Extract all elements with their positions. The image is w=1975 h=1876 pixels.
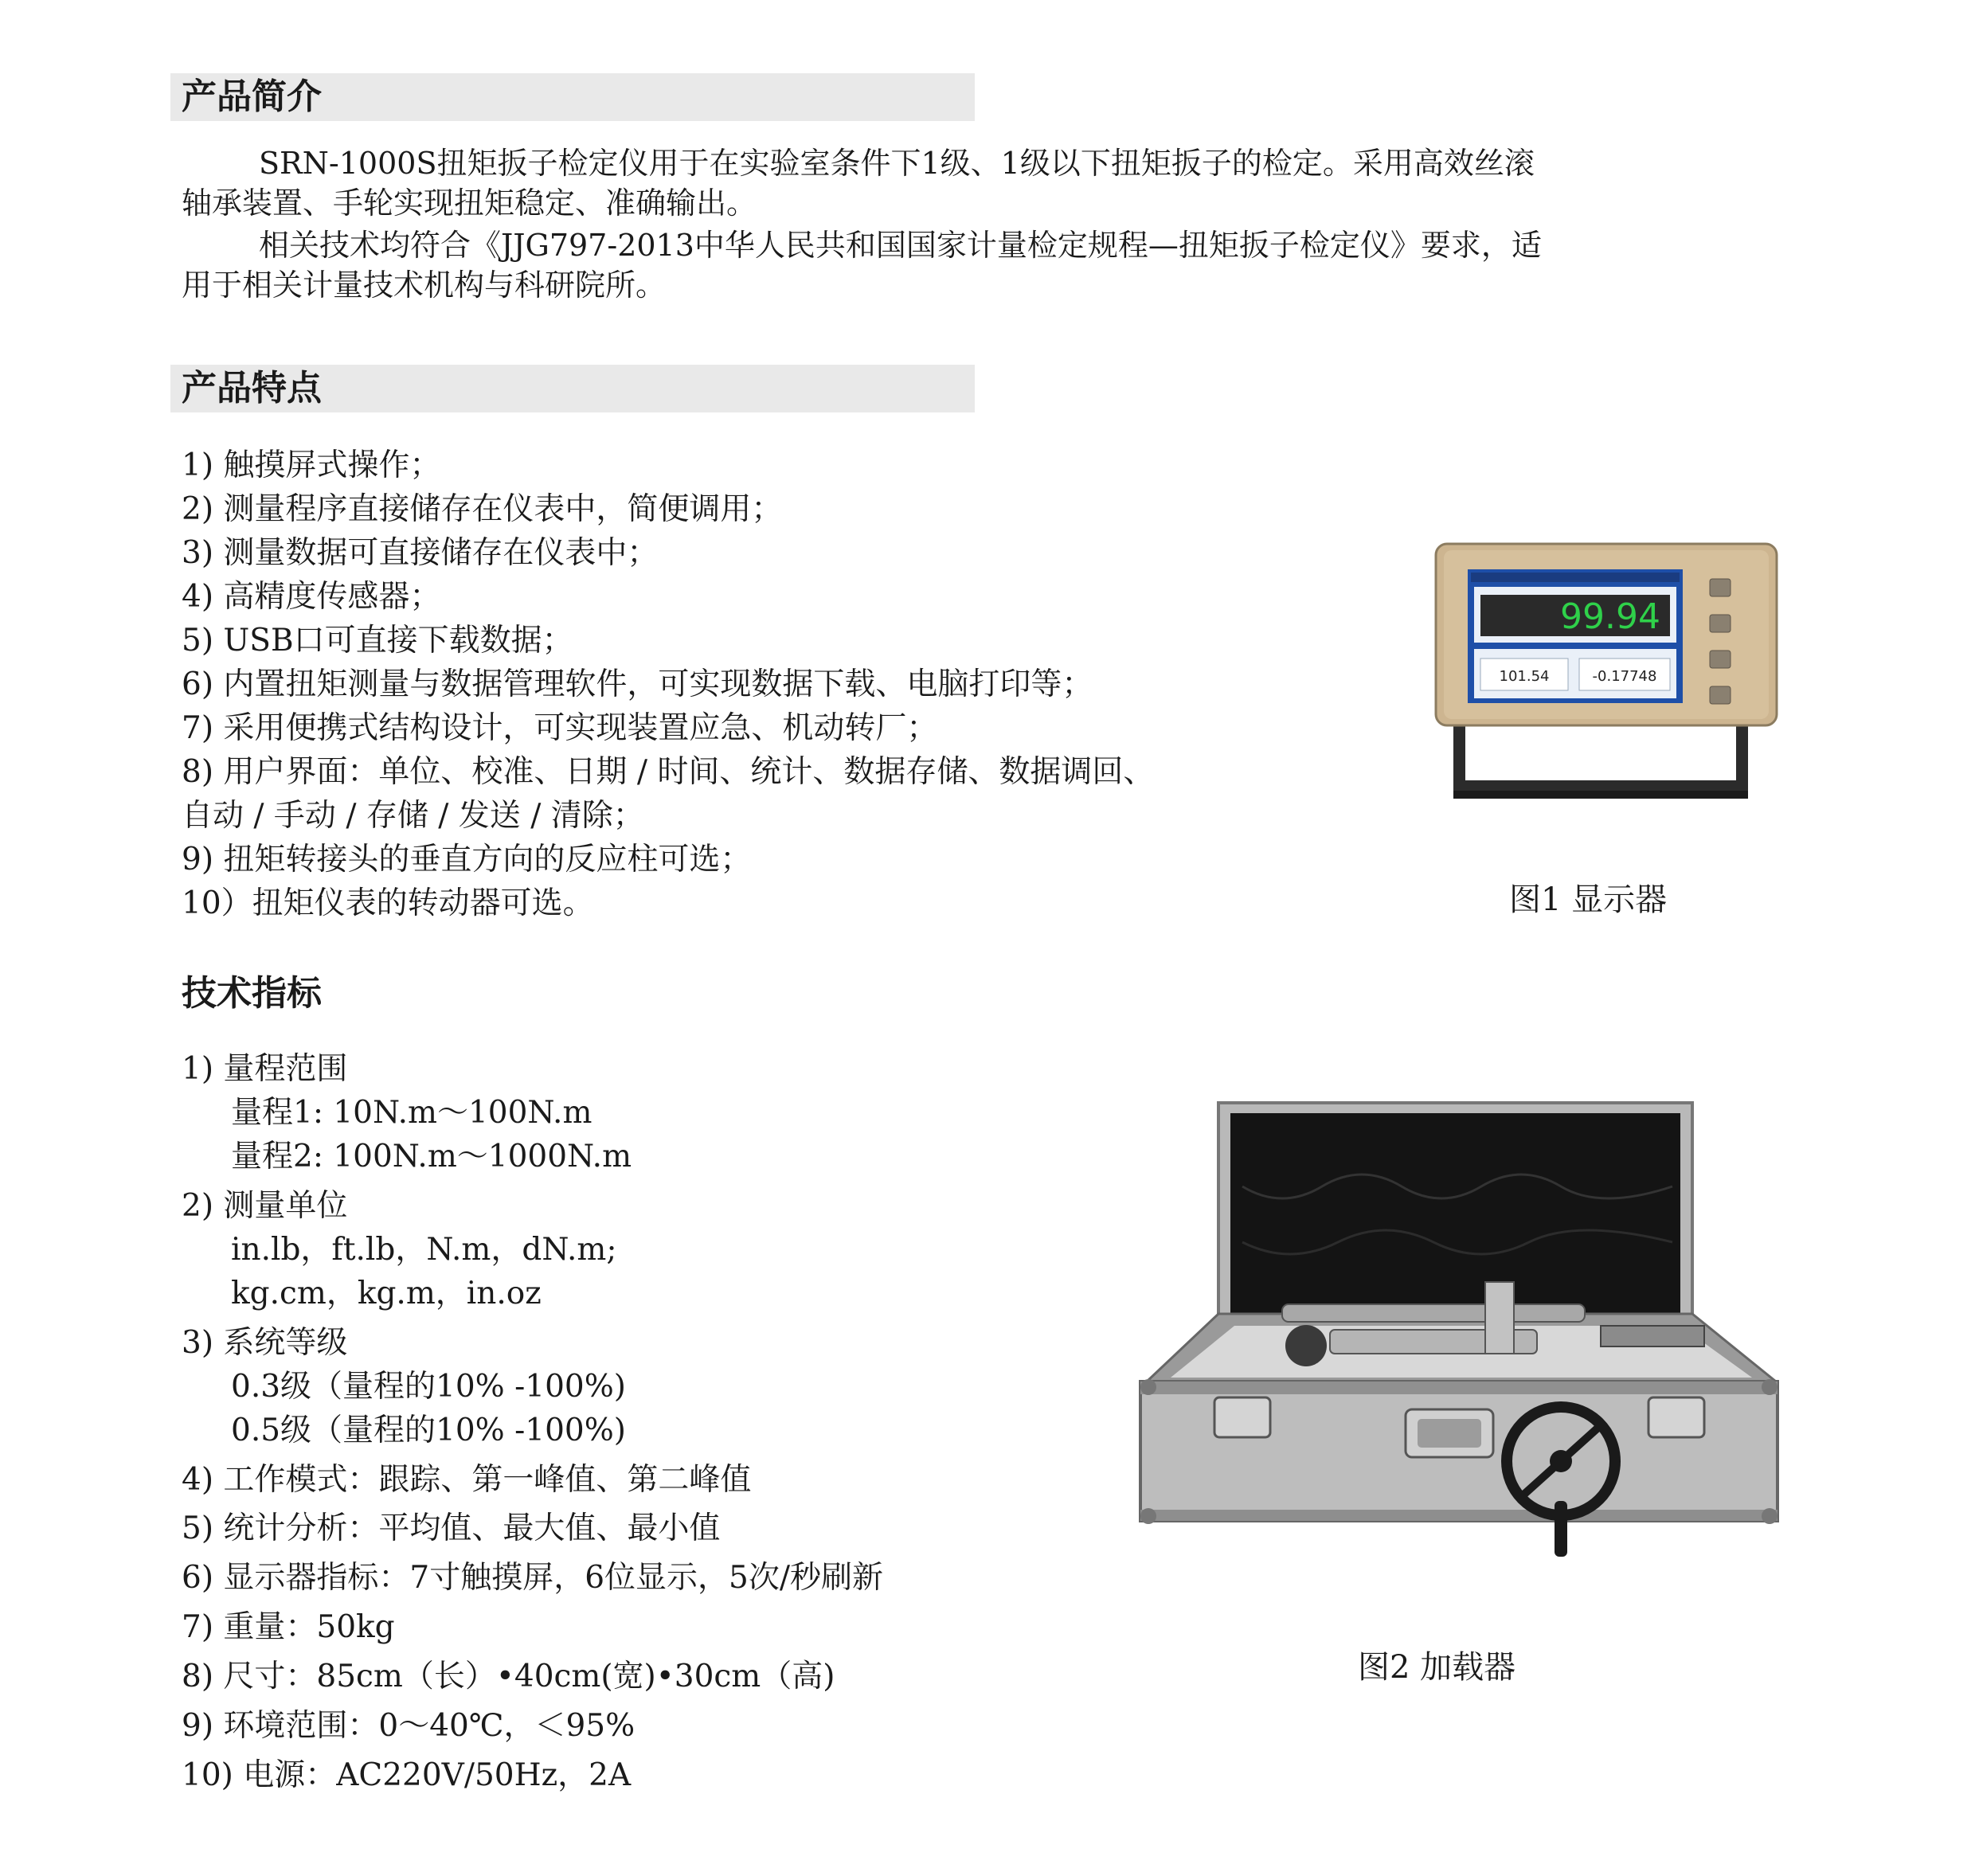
specs-title: 技术指标 xyxy=(182,973,322,1014)
feature-item: 自动 / 手动 / 存储 / 发送 / 清除； xyxy=(182,798,644,834)
spec-line: 6) 显示器指标：7寸触摸屏，6位显示，5次/秒刷新 xyxy=(182,1560,884,1596)
spec-line: 0.5级（量程的10% -100%) xyxy=(231,1413,626,1448)
spec-line: in.lb，ft.lb，N.m，dN.m; xyxy=(231,1232,617,1268)
feature-item: 9) 扭矩转接头的垂直方向的反应柱可选； xyxy=(182,842,752,877)
spec-line: 量程2: 100N.m～1000N.m xyxy=(231,1139,632,1174)
sub-reading-left: 101.54 xyxy=(1499,668,1550,685)
spec-line: kg.cm，kg.m，in.oz xyxy=(231,1276,542,1311)
spec-line: 5) 统计分析：平均值、最大值、最小值 xyxy=(182,1511,721,1546)
spec-line: 9) 环境范围：0～40℃，＜95% xyxy=(182,1708,636,1744)
intro-title: 产品简介 xyxy=(182,76,322,117)
figure-1-caption: 图1 显示器 xyxy=(1509,881,1668,918)
spec-line: 4) 工作模式：跟踪、第一峰值、第二峰值 xyxy=(182,1462,752,1498)
features-title: 产品特点 xyxy=(182,368,322,408)
feature-item: 6) 内置扭矩测量与数据管理软件，可实现数据下载、电脑打印等； xyxy=(182,666,1093,702)
spec-line: 0.3级（量程的10% -100%) xyxy=(231,1369,626,1405)
intro-paragraph-1-line-2: 轴承装置、手轮实现扭矩稳定、准确输出。 xyxy=(182,186,757,221)
spec-line: 1) 量程范围 xyxy=(182,1051,348,1087)
spec-line: 量程1: 10N.m～100N.m xyxy=(231,1095,592,1131)
feature-item: 10）扭矩仪表的转动器可选。 xyxy=(182,885,594,921)
spec-line: 7) 重量：50kg xyxy=(182,1609,395,1645)
sub-reading-right: -0.17748 xyxy=(1592,668,1657,685)
feature-item: 5) USB口可直接下载数据； xyxy=(182,623,573,659)
feature-item: 1) 触摸屏式操作； xyxy=(182,448,441,483)
intro-paragraph-2-line-1: 相关技术均符合《JJG797-2013中华人民共和国国家计量检定规程—扭矩扳子检定仪》要求，适 xyxy=(259,228,1542,263)
feature-item: 7) 采用便携式结构设计，可实现装置应急、机动转厂； xyxy=(182,710,938,746)
feature-item: 8) 用户界面：单位、校准、日期 / 时间、统计、数据存储、数据调回、 xyxy=(182,754,1155,790)
loader-case-photo xyxy=(1123,1099,1800,1593)
spec-line: 3) 系统等级 xyxy=(182,1325,348,1361)
spec-line: 10) 电源：AC220V/50Hz，2A xyxy=(182,1757,632,1793)
intro-paragraph-1-line-1: SRN-1000S扭矩扳子检定仪用于在实验室条件下1级、1级以下扭矩扳子的检定。采用高效丝滚 xyxy=(259,146,1535,181)
intro-paragraph-2-line-2: 用于相关计量技术机构与科研院所。 xyxy=(182,268,667,303)
figure-2-caption: 图2 加载器 xyxy=(1358,1649,1516,1686)
feature-item: 3) 测量数据可直接储存在仪表中； xyxy=(182,535,659,571)
spec-line: 8) 尺寸：85cm（长）•40cm(宽)•30cm（高) xyxy=(182,1659,835,1694)
feature-item: 4) 高精度传感器； xyxy=(182,579,441,615)
spec-line: 2) 测量单位 xyxy=(182,1188,348,1224)
feature-item: 2) 测量程序直接储存在仪表中，简便调用； xyxy=(182,491,783,527)
display-unit-photo xyxy=(1429,537,1784,800)
main-reading: 99.94 xyxy=(1560,596,1660,637)
